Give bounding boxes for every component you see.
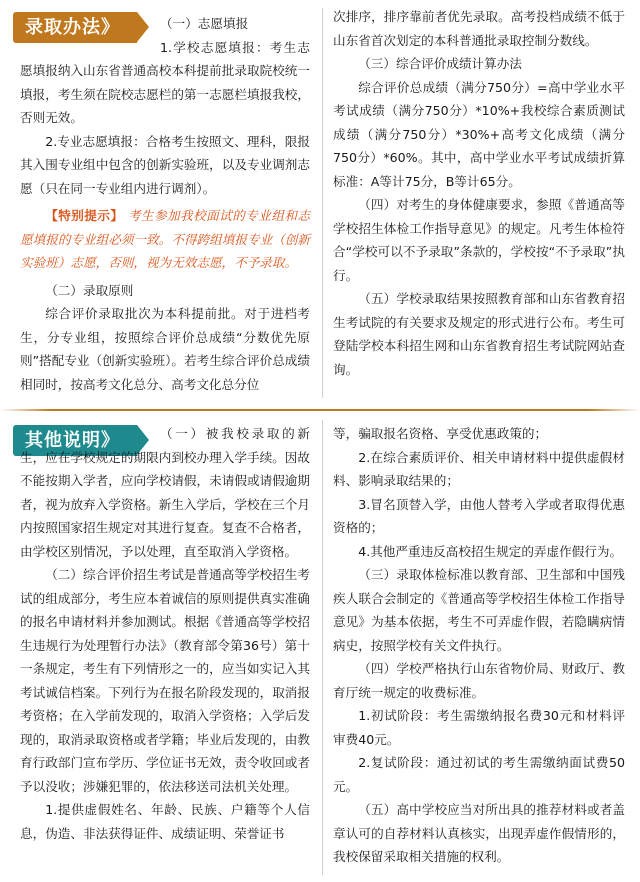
paragraph: 综合评价录取批次为本科提前批。对于进档考生，分专业组，按照综合评价总成绩“分数优先原则”搭配专业（创新实验班）。若考生综合评价总成绩相同时，按高考文化总分、高考文化总分位 xyxy=(20,306,310,392)
paragraph: 2.复试阶段：通过初试的考生需缴纳面试费50元。 xyxy=(333,755,625,794)
section-tag-other: 其他说明》 xyxy=(13,425,137,456)
paragraph xyxy=(20,36,310,130)
paragraph: 1.初试阶段：考生需缴纳报名费30元和材料评审费40元。 xyxy=(333,708,625,747)
column-divider xyxy=(322,8,323,398)
paragraph: 3.冒名顶替入学，由他人替考入学或者取得优惠资格的； xyxy=(333,496,625,535)
paragraph: （四）对考生的身体健康要求，参照《普通高等学校招生体检工作指导意见》的规定。凡考生体检符合“学校可以不予录取”条款的，学校按“不予录取”执行。 xyxy=(333,197,625,283)
heading-score-method: （三）综合评价成绩计算办法 xyxy=(358,56,522,71)
section2-right-column xyxy=(333,422,625,869)
column-divider xyxy=(322,420,323,875)
section1-right-column xyxy=(333,5,625,381)
section-divider xyxy=(0,409,640,411)
heading-principle: （二）录取原则 xyxy=(45,282,134,298)
paragraph: 综合评价总成绩（满分750分）=高中学业水平考试成绩（满分750分）*10%+我校综合素质测试成绩（满分750分）*30%+高考文化成绩（满分750分）*60%。其中，高中学业水平考试成绩折算标准：A等计75分，B等计65分。 xyxy=(333,79,625,189)
paragraph: 1.提供虚假姓名、年龄、民族、户籍等个人信息，伪造、非法获得证件、成绩证明、荣誉证书 xyxy=(20,802,310,841)
paragraph: （五）学校录取结果按照教育部和山东省教育招生考试院的有关要求及规定的形式进行公布。考生可登陆学校本科招生网和山东省教育招生考试院网站查询。 xyxy=(333,291,625,377)
paragraph: （三）录取体检标准以教育部、卫生部和中国残疾人联合会制定的《普通高等学校招生体检工作指导意见》为基本依据，考生不可弄虚作假，若隐瞒病情病史，按照学校有关文件执行。 xyxy=(333,567,625,653)
paragraph: 2.专业志愿填报：合格考生按照文、理科，限报其入围专业组中包含的创新实验班，以及专业调剂志愿（只在同一专业组内进行调剂）。 xyxy=(20,133,310,196)
paragraph: 4.其他严重违反高校招生规定的弄虚作假行为。 xyxy=(358,543,623,559)
special-notice-text: 考生参加我校面试的专业组和志愿填报的专业组必须一致。不得跨组填报专业（创新实验班）志愿，否则，视为无效志愿，不予录取。 xyxy=(20,208,311,270)
section-tag-admission: 录取办法》 xyxy=(13,12,137,43)
paragraph: 次排序，排序靠前者优先录取。高考投档成绩不低于山东省首次划定的本科普通批录取控制分数线。 xyxy=(333,9,625,48)
special-notice-label: 【特别提示】 xyxy=(45,208,124,223)
heading-volunteer: （一）志愿填报 xyxy=(160,16,249,31)
paragraph-text: 1.学校志愿填报：考生志愿填报纳入山东省普通高校本科提前批录取院校统一填报，考生须在院校志愿栏的第一志愿栏填报我校，否则无效。 xyxy=(20,39,310,125)
paragraph: 等，骗取报名资格、享受优惠政策的； xyxy=(333,426,548,441)
section1-left-column xyxy=(20,12,310,396)
paragraph: （五）高中学校应当对所出具的推荐材料或者盖章认可的自荐材料认真核实，出现弄虚作假情形的，我校保留采取相关措施的权利。 xyxy=(333,802,625,864)
paragraph: （二）综合评价招生考试是普通高等学校招生考试的组成部分，考生应本着诚信的原则提供真实准确的报名申请材料并参加测试。根据《普通高等学校招生违规行为处理暂行办法》（教育部令第36号）第十一条规定，考生有下列情形之一的，应当如实记入其考试诚信档案。下列行为在报名阶段发现的，取消报考资格；在入学前发现的，取消入学资格；入学后发现的，取消录取资格或者学籍；毕业后发现的，由教育行政部门宣布学历、学位证书无效，责令收回或者予以没收；涉嫌犯罪的，依法移送司法机关处理。 xyxy=(20,567,310,794)
special-notice xyxy=(20,204,310,275)
paragraph: 2.在综合素质评价、相关申请材料中提供虚假材料、影响录取结果的； xyxy=(333,449,625,488)
paragraph: （四）学校严格执行山东省物价局、财政厅、教育厅统一规定的收费标准。 xyxy=(333,661,625,700)
paragraph xyxy=(20,422,310,563)
section2-left-column xyxy=(20,422,310,845)
paragraph-text: （一）被我校录取的新生，应在学校规定的期限内到校办理入学手续。因故不能按期入学者，应向学校请假，未请假或请假逾期者，视为放弃入学资格。新生入学后，学校在三个月内按照国家招生规定对其进行复查。复查不合格者，由学校区别情况，予以处理，直至取消入学资格。 xyxy=(20,426,310,559)
